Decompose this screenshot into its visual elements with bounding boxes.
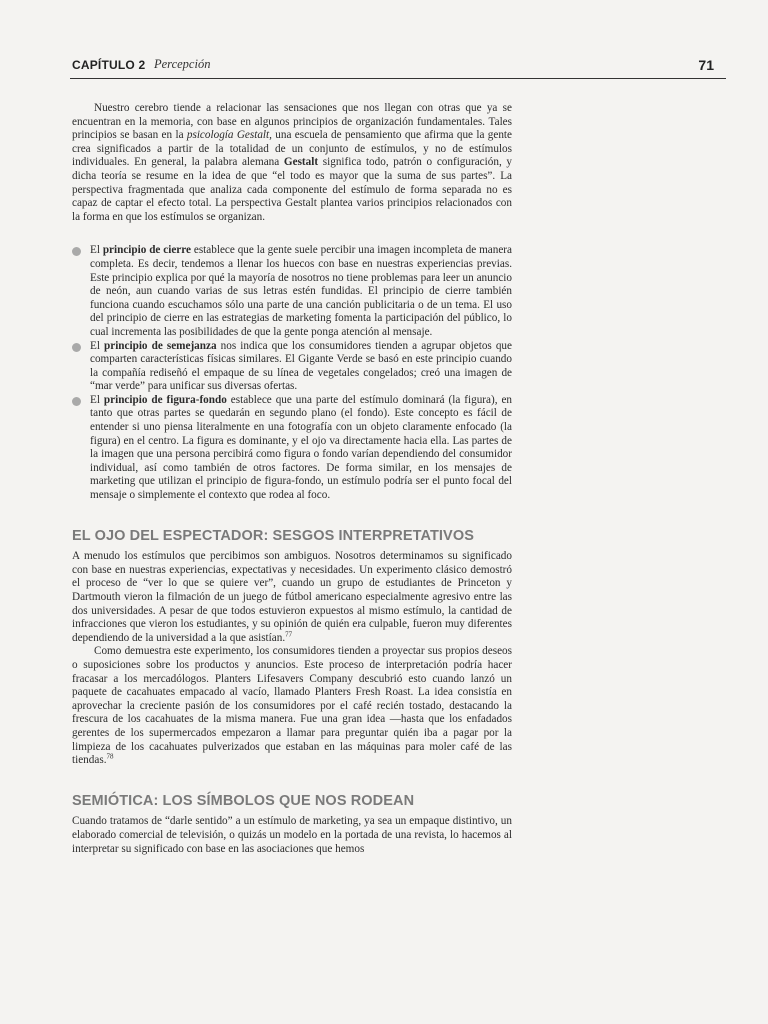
chapter-label: CAPÍTULO 2 (72, 58, 146, 72)
bullet-icon (72, 343, 81, 352)
footnote-ref: 77 (285, 630, 293, 639)
list-item-figura-fondo: El principio de figura-fondo establece que una parte del estímulo dominará (la figura), en tanto que otras partes se quedarán en segundo plano (el fondo). Este concepto es fácil de entender si uno piensa literalmente en una fotografía con un objeto claramente enfocado (la figura) en el centro. La figura es dominante, y el ojo va directamente hacia ella. Las partes de la imagen que una persona percibirá como figura o fondo varían dependiendo del consumidor individual, así como también de otros factores. De forma similar, en los mensajes de marketing que utilizan el principio de figura-fondo, un estímulo podría ser el punto focal del mensaje o simplemente el contexto que rodea al foco. (72, 394, 512, 503)
footnote-ref: 78 (106, 752, 114, 761)
sesgos-paragraph-1: A menudo los estímulos que percibimos son ambiguos. Nosotros determinamos su significado con base en nuestras experiencias, expectativas y necesidades. Un experimento clásico demostró el proceso de “ver lo que se quiere ver”, cuando un grupo de estudiantes de Princeton y Dartmouth vieron la filmación de un juego de fútbol americano especialmente agresivo entre las dos universidades. A pesar de que todos estuvieron expuestos al mismo estímulo, la cantidad de infracciones que vieron los estudiantes, y su opinión de quién era culpable, fueron muy diferentes dependiendo de la universidad a la que asistían.$^{77}$ (72, 550, 512, 644)
page-body (72, 102, 512, 856)
section-heading-semiotica: SEMIÓTICA: LOS SÍMBOLOS QUE NOS RODEAN (72, 792, 415, 809)
gestalt-term-bold: Gestalt (283, 156, 319, 169)
header-rule (70, 78, 726, 79)
list-item-semejanza: El principio de semejanza nos indica que los consumidores tienden a agrupar objetos que comparten características físicas similares. El Gigante Verde se basó en este principio cuando la compañía rediseñó el empaque de su línea de vegetales congelados; creó una imagen de “mar verde” para unificar sus diversas ofertas. (72, 340, 512, 394)
page-number: 71 (698, 57, 714, 73)
bullet-icon (72, 247, 81, 256)
intro-paragraph: Nuestro cerebro tiende a relacionar las sensaciones que nos llegan con otras que ya se encuentran en la memoria, con base en algunos principios de organización fundamentales. Tales principios se basan en la psicología Gestalt, una escuela de pensamiento que afirma que la gente crea significados a partir de la totalidad de un conjunto de estímulos, y no de estímulos individuales. En general, la palabra alemana Gestalt significa todo, patrón o configuración, y dicha teoría se resume en la idea de que “el todo es mayor que la suma de sus partes”. La perspectiva fragmentada que analiza cada componente del estímulo de forma separada no es capaz de captar el efecto total. La perspectiva Gestalt plantea varios principios relacionados con la forma en que los estímulos se organizan. (72, 102, 513, 223)
gestalt-term-italic: psicología Gestalt, (186, 129, 272, 142)
chapter-title: Percepción (154, 57, 211, 71)
list-item-cierre: El principio de cierre establece que la gente suele percibir una imagen incompleta de manera completa. Es decir, tendemos a llenar los huecos con base en nuestras experiencias previas. Este principio explica por qué la mayoría de nosotros no tiene problemas para leer un anuncio de neón, aun cuando varias de sus letras estén fundidas. El principio de cierre también funciona cuando escuchamos sólo una parte de una canción publicitaria o de un tema. El uso del principio de cierre en las estrategias de marketing fomenta la participación del público, lo cual incrementa las posibilidades de que la gente ponga atención al mensaje. (72, 244, 512, 339)
semiotica-paragraph-1: Cuando tratamos de “darle sentido” a un estímulo de marketing, ya sea un empaque distintivo, un elaborado comercial de televisión, o quizás un modelo en la portada de una revista, lo hacemos al interpretar su significado con base en las asociaciones que hemos (72, 815, 512, 855)
term-semejanza: principio de semejanza (104, 339, 217, 352)
section-heading-sesgos: EL OJO DEL ESPECTADOR: SESGOS INTERPRETATIVOS (72, 527, 474, 544)
term-cierre: principio de cierre (102, 244, 191, 257)
term-figura-fondo: principio de figura-fondo (103, 393, 227, 406)
bullet-icon (72, 397, 81, 406)
principles-list (72, 244, 512, 502)
sesgos-paragraph-2: Como demuestra este experimento, los consumidores tienden a proyectar sus propios deseos o suposiciones sobre los productos y anuncios. Este proceso de interpretación podría hacer fracasar a los mercadólogos. Planters Lifesavers Company descubrió esto cuando lanzó un paquete de cacahuates empacado al vacío, llamado Planters Fresh Roast. La idea consistía en aprovechar la creciente pasión de los consumidores por el café recién tostado, destacando la frescura de los cacahuates de la misma manera. Fue una gran idea —hasta que los enfadados gerentes de los supermercados empezaron a llamar para preguntar quién iba a pagar por la limpieza de los cacahuates pulverizados que estaban en las máquinas para moler café de las tiendas.$^{78}$ (72, 645, 512, 767)
